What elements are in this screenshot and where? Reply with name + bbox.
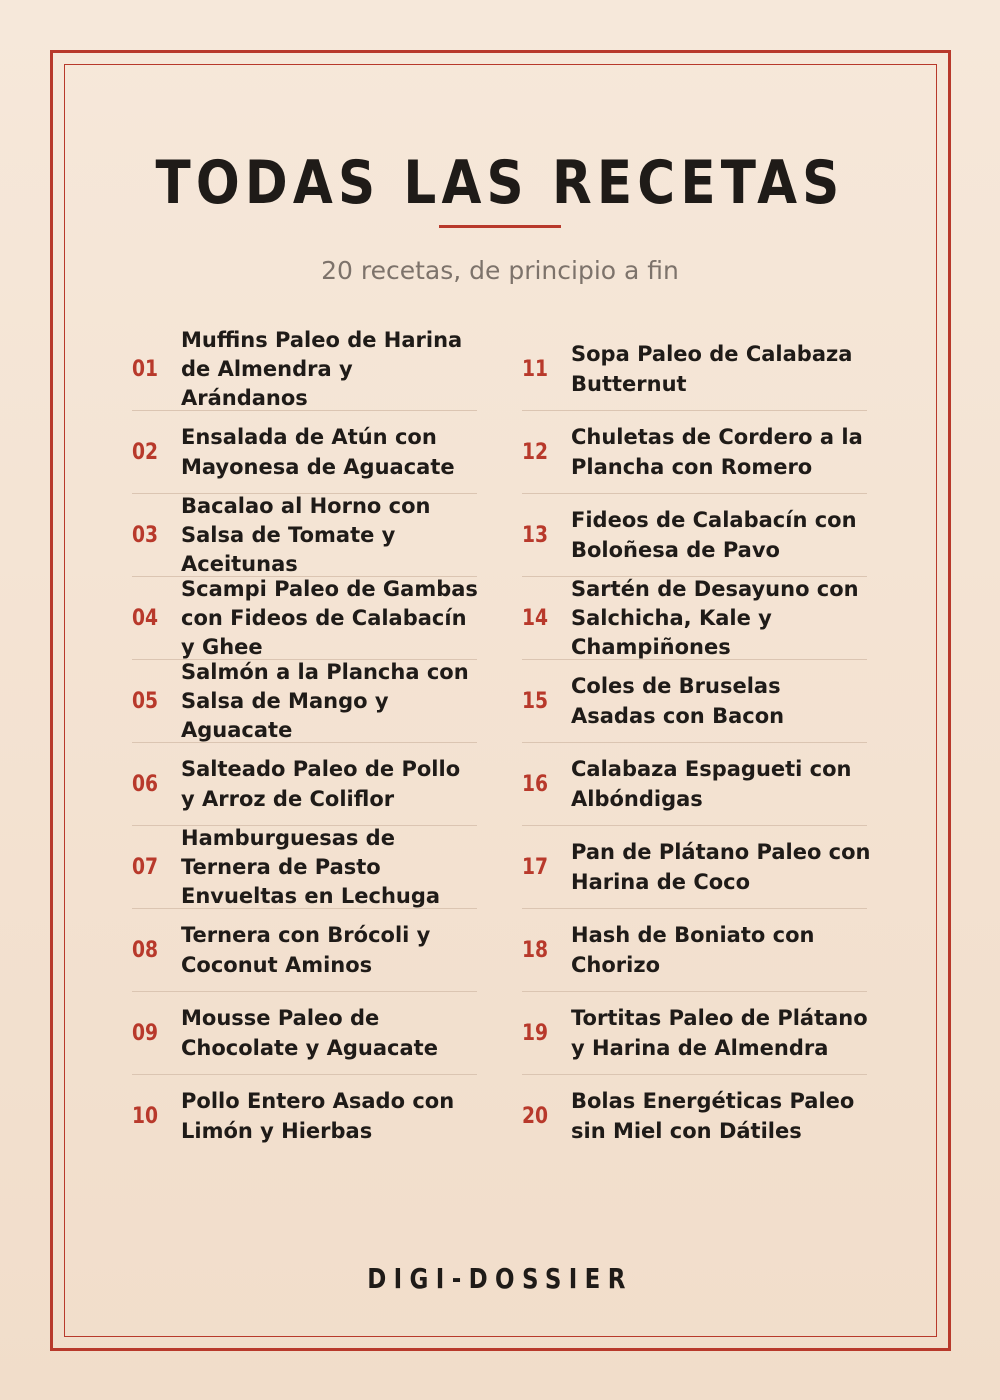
recipe-list-left <box>132 328 477 1158</box>
recipe-row[interactable] <box>522 909 867 992</box>
recipe-row[interactable] <box>132 743 477 826</box>
recipe-name: Bacalao al Horno con Salsa de Tomate y Aceitunas <box>181 493 431 577</box>
recipe-name: Bolas Energéticas Paleo sin Miel con Dátiles <box>571 1089 855 1143</box>
recipe-name: Salteado Paleo de Pollo y Arroz de Coliflor <box>181 757 461 811</box>
recipe-row[interactable] <box>132 577 477 660</box>
recipe-name: Calabaza Espagueti con Albóndigas <box>571 757 852 811</box>
page-subtitle: 20 recetas, de principio a fin <box>321 256 679 285</box>
recipe-row[interactable] <box>132 660 477 743</box>
recipe-row[interactable] <box>522 826 871 909</box>
title-underline <box>439 225 561 228</box>
page-title: TODAS LAS RECETAS <box>155 148 845 218</box>
recipe-name: Ensalada de Atún con Mayonesa de Aguacate <box>181 425 455 479</box>
recipe-name: Coles de Bruselas Asadas con Bacon <box>571 674 785 728</box>
recipe-number: 11 <box>522 357 549 382</box>
recipe-number: 20 <box>522 1104 549 1129</box>
recipe-number: 15 <box>522 689 549 714</box>
recipe-number: 03 <box>132 523 159 548</box>
recipe-number: 04 <box>132 606 159 631</box>
recipe-number: 14 <box>522 606 549 631</box>
recipe-list-right <box>522 328 871 1158</box>
recipe-number: 07 <box>132 855 159 880</box>
recipe-row[interactable] <box>522 743 867 826</box>
recipe-number: 09 <box>132 1021 159 1046</box>
recipe-row[interactable] <box>522 992 867 1075</box>
recipe-number: 13 <box>522 523 549 548</box>
recipe-row[interactable] <box>522 494 867 577</box>
recipe-number: 16 <box>522 772 549 797</box>
recipe-name: Tortitas Paleo de Plátano y Harina de Almendra <box>571 1006 868 1060</box>
recipe-name: Mousse Paleo de Chocolate y Aguacate <box>181 1006 438 1060</box>
recipe-number: 18 <box>522 938 549 963</box>
recipe-number: 08 <box>132 938 159 963</box>
recipe-number: 05 <box>132 689 159 714</box>
recipe-name: Hamburguesas de Ternera de Pasto Envueltas en Lechuga <box>181 825 441 909</box>
recipe-row[interactable] <box>132 992 477 1075</box>
recipe-row[interactable] <box>132 1075 477 1158</box>
recipe-name: Chuletas de Cordero a la Plancha con Romero <box>571 425 863 479</box>
recipe-name: Pan de Plátano Paleo con Harina de Coco <box>571 840 871 894</box>
recipe-name: Ternera con Brócoli y Coconut Aminos <box>181 923 431 977</box>
recipe-row[interactable] <box>522 660 867 743</box>
recipe-number: 17 <box>522 855 549 880</box>
recipe-row[interactable] <box>522 328 867 411</box>
recipe-number: 19 <box>522 1021 549 1046</box>
brand-footer: DIGI-DOSSIER <box>367 1262 633 1295</box>
recipe-number: 01 <box>132 357 159 382</box>
recipe-number: 02 <box>132 440 159 465</box>
recipe-row[interactable] <box>522 411 867 494</box>
recipe-number: 06 <box>132 772 159 797</box>
recipe-row[interactable] <box>132 909 477 992</box>
recipe-row[interactable] <box>522 1075 867 1158</box>
recipe-row[interactable] <box>132 411 477 494</box>
recipe-name: Muffins Paleo de Harina de Almendra y Arándanos <box>181 327 463 411</box>
recipe-name: Hash de Boniato con Chorizo <box>571 923 815 977</box>
recipe-name: Sopa Paleo de Calabaza Butternut <box>571 342 853 396</box>
recipe-number: 10 <box>132 1104 159 1129</box>
recipe-name: Fideos de Calabacín con Boloñesa de Pavo <box>571 508 857 562</box>
recipe-number: 12 <box>522 440 549 465</box>
recipe-row[interactable] <box>132 494 477 577</box>
recipe-name: Salmón a la Plancha con Salsa de Mango y Aguacate <box>181 659 469 743</box>
recipe-row[interactable] <box>132 328 477 411</box>
recipe-name: Pollo Entero Asado con Limón y Hierbas <box>181 1089 455 1143</box>
recipe-name: Sartén de Desayuno con Salchicha, Kale y Champiñones <box>571 576 859 660</box>
recipe-row[interactable] <box>132 826 477 909</box>
recipe-row[interactable] <box>522 577 867 660</box>
recipe-name: Scampi Paleo de Gambas con Fideos de Calabacín y Ghee <box>181 576 478 660</box>
